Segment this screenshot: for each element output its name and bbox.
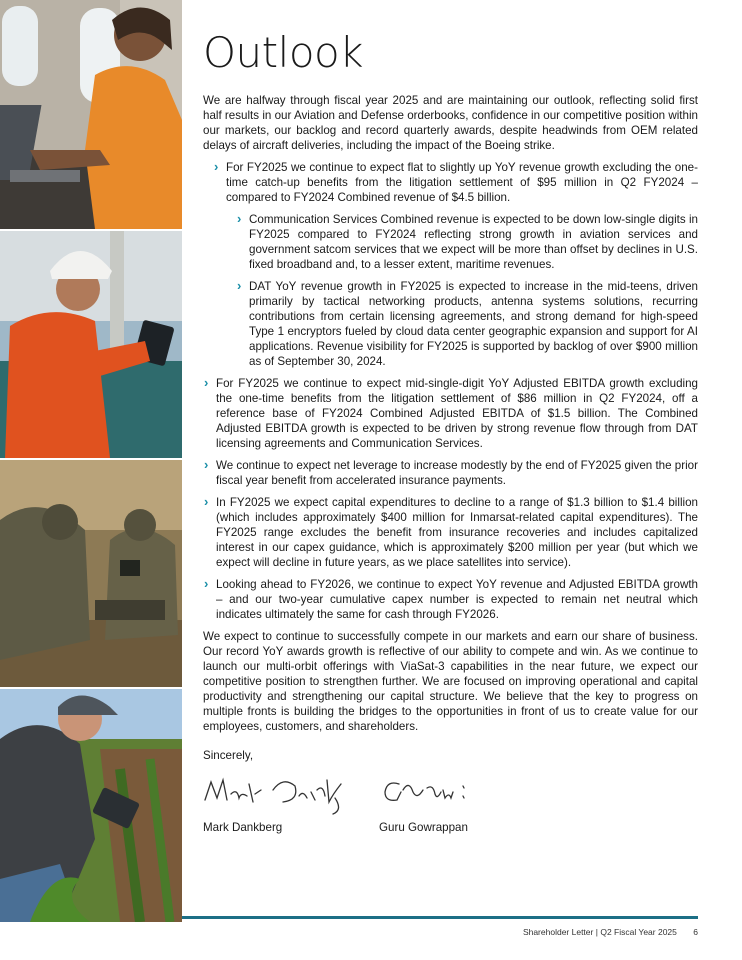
bullet-fy2026: › Looking ahead to FY2026, we continue to expect YoY revenue and Adjusted EBITDA growth – and our two-year cumulative capex number is expected to remain net neutral which indicates ultimately the same for cash through FY2026. (203, 577, 698, 622)
page-number: 6 (693, 927, 698, 937)
footer-separator: | (595, 927, 598, 937)
photo-soldiers-field (0, 460, 182, 687)
revenue-sub-bullets (236, 212, 698, 369)
photo-worker-tablet-ship (0, 231, 182, 458)
signature-mark-dankberg (203, 770, 353, 816)
sub-bullet-dat: › DAT YoY revenue growth in FY2025 is expected to increase in the mid-teens, driven primarily by tactical networking products, antenna systems solutions, recurring contributions from certain licensing agreements, and strong demand for high-speed Type 1 encryptors fueled by cloud data center geographic expansion and support for AI applications. Revenue visibility for FY2025 is supported by backlog of over $900 million as of September 30, 2024. (236, 279, 698, 369)
photo-aircraft-passenger-laptop (0, 0, 182, 229)
photo-farmer-tablet-field (0, 689, 182, 922)
footer-label: Shareholder Letter (522, 927, 594, 937)
signatory-name-1: Mark Dankberg (203, 821, 283, 834)
footer-rule (182, 916, 698, 919)
intro-paragraph: We are halfway through fiscal year 2025 and are maintaining our outlook, reflecting solid first half results in our Aviation and Defense orderbooks, confidence in our competitive position within our markets, our backlog and record quarterly awards, despite headwinds from OEM related delays of aircraft deliveries, including the impact of the Boeing strike. (203, 94, 698, 152)
bullet-leverage: › We continue to expect net leverage to increase modestly by the end of FY2025 given the prior fiscal year benefit from accelerated insurance payments. (203, 458, 698, 488)
bullet-revenue (213, 160, 698, 369)
page-footer (523, 927, 698, 937)
bullet-revenue-text: For FY2025 we continue to expect flat to slightly up YoY revenue growth excluding the one-time catch-up benefits from the litigation settlement of $95 million in Q2 FY2024 – compared to FY2024 Combined revenue of $4.5 billion. (226, 161, 698, 204)
signatory-name-2: Guru Gowrappan (379, 821, 468, 834)
signature-guru-gowrappan (379, 770, 479, 816)
letter-body (203, 93, 698, 836)
sub-bullet-communication-services: › Communication Services Combined revenue is expected to be down low-single digits in FY2025 compared to FY2024 reflecting strong growth in aviation services and government satcom services that we expect will be more than offset by declines in U.S. fixed broadband and, to a lesser extent, maritime revenues. (236, 212, 698, 272)
photo-column (0, 0, 182, 922)
page-title: Outlook (203, 28, 364, 77)
bullet-ebitda: › For FY2025 we continue to expect mid-single-digit YoY Adjusted EBITDA growth excluding the one-time benefits from the litigation settlement of $86 million in Q2 FY2024, off a reference base of FY2024 Combined Adjusted EBITDA of $1.5 billion. The Combined Adjusted EBITDA growth is expected to be driven by strong revenue flow through from DAT licensing agreements and Communication Services. (203, 376, 698, 451)
footer-period: Q2 Fiscal Year 2025 (600, 927, 677, 937)
outlook-bullets-indented (213, 160, 698, 369)
signature-block (203, 770, 698, 836)
outlook-bullets (203, 376, 698, 622)
sincerely-text: Sincerely, (203, 749, 254, 762)
closing-paragraph: We expect to continue to successfully compete in our markets and earn our share of business. Our record YoY awards growth is reflective of our ability to compete and win. As we continue to launch our multi-orbit offerings with ViaSat-3 capabilities in the near future, we expect our competitive position to strengthen further. We are focused on improving operational and capital productivity and strengthening our capital structure. We believe that the key to progress on multiple fronts is building the bridges to the opportunities in front of us to create value for our employees, customers, and shareholders. (203, 630, 698, 733)
bullet-capex: › In FY2025 we expect capital expenditures to decline to a range of $1.3 billion to $1.4 billion (which includes approximately $400 million for Inmarsat-related capital expenditures). The FY2025 range excludes the benefit from insurance recoveries and includes capitalized interest in our capex guidance, which is approximately $200 million per year (but which we expect will decline in future years, as we place satellites into service). (203, 495, 698, 570)
